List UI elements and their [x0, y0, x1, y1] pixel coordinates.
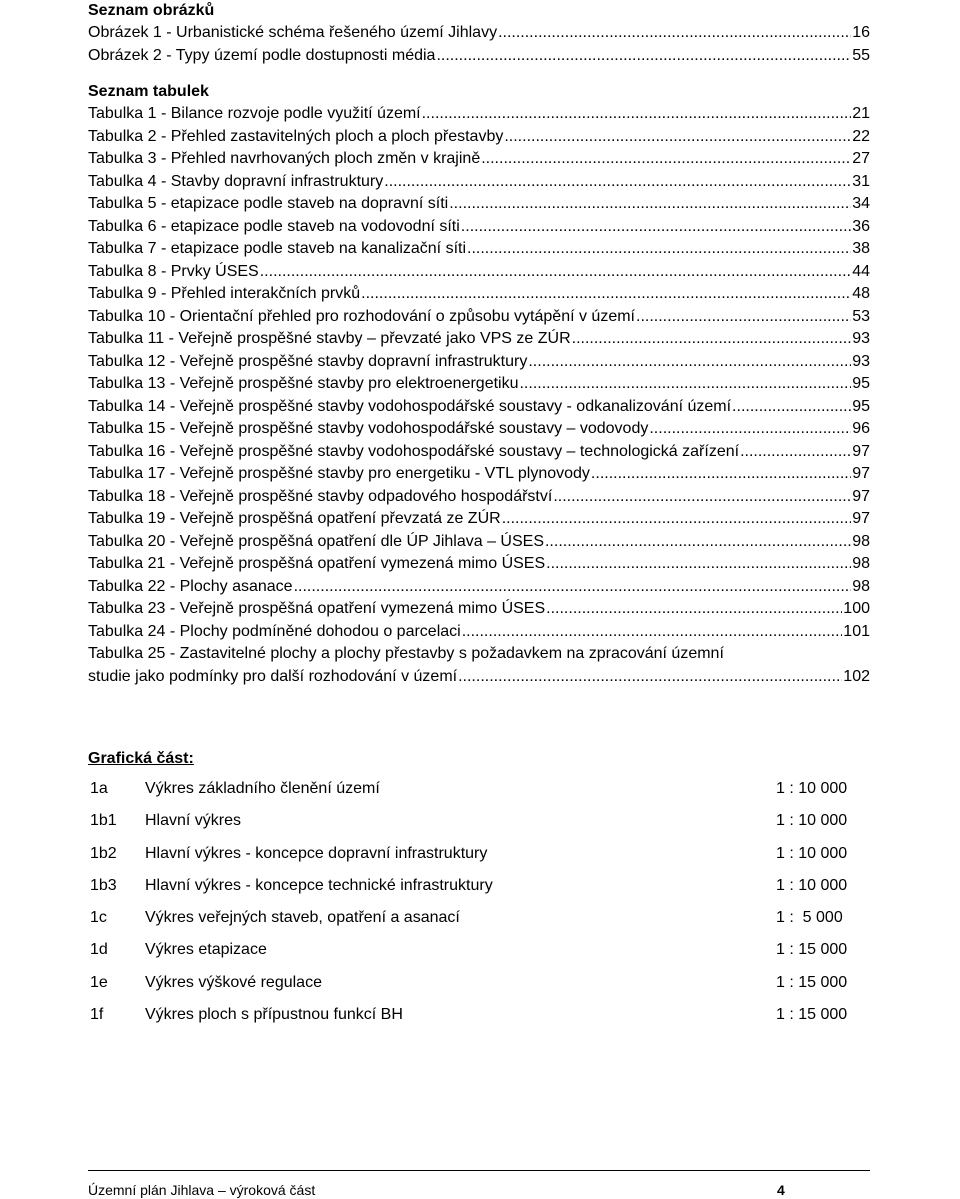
- toc-entry[interactable]: [88, 45, 870, 68]
- toc-dot-leader: [553, 486, 851, 509]
- drawing-code: 1b3: [90, 876, 117, 894]
- toc-dot-leader: [572, 328, 852, 351]
- toc-entry-page: 98: [852, 577, 870, 595]
- toc-entry-title: Tabulka 10 - Orientační přehled pro rozhodování o způsobu vytápění v území: [88, 307, 635, 325]
- drawing-scale: 1 : 15 000: [776, 1006, 848, 1024]
- toc-dot-leader: [361, 283, 851, 306]
- toc-dot-leader: [636, 306, 851, 329]
- graphic-part-heading: Grafická část:: [88, 750, 194, 767]
- toc-dot-leader: [732, 396, 851, 419]
- toc-entry-page: 38: [852, 240, 870, 257]
- drawing-code: 1d: [90, 941, 108, 959]
- toc-entry-title: Tabulka 7 - etapizace podle staveb na kanalizační síti: [88, 240, 467, 257]
- toc-entry-title: Tabulka 19 - Veřejně prospěšná opatření převzatá ze ZÚR: [88, 510, 501, 527]
- toc-entry-page: 27: [852, 150, 870, 167]
- toc-entry[interactable]: [88, 328, 870, 351]
- drawing-row: [88, 972, 870, 1004]
- toc-dot-leader: [546, 553, 851, 576]
- toc-entry-page: 48: [852, 285, 870, 302]
- toc-entry[interactable]: [88, 508, 870, 531]
- toc-entry-title: Tabulka 12 - Veřejně prospěšné stavby dopravní infrastruktury: [88, 352, 528, 370]
- toc-entry-title-line1: Tabulka 25 - Zastavitelné plochy a plochy přestavby s požadavkem na zpracování územní: [88, 645, 724, 662]
- toc-entry-page: 34: [852, 195, 870, 212]
- toc-entry[interactable]: [88, 283, 870, 306]
- toc-entry[interactable]: [88, 553, 870, 576]
- toc-entry-page: 98: [852, 532, 870, 550]
- toc-dot-leader: [591, 463, 851, 486]
- toc-entry[interactable]: [88, 22, 870, 45]
- drawing-name: Výkres ploch s přípustnou funkcí BH: [145, 1006, 403, 1024]
- toc-entry-title: Tabulka 6 - etapizace podle staveb na vodovodní síti: [88, 217, 460, 235]
- toc-dot-leader: [384, 171, 851, 194]
- drawing-row: [88, 939, 870, 971]
- tables-heading: Seznam tabulek: [88, 83, 209, 100]
- toc-entry[interactable]: [88, 396, 870, 419]
- toc-dot-leader: [740, 441, 851, 464]
- toc-entry[interactable]: [88, 351, 870, 374]
- toc-entry-title: Obrázek 2 - Typy území podle dostupnosti média: [88, 46, 436, 64]
- toc-dot-leader: [545, 531, 851, 554]
- drawing-name: Výkres základního členění území: [145, 780, 380, 797]
- toc-dot-leader: [422, 103, 852, 126]
- toc-entry[interactable]: [88, 441, 870, 464]
- toc-entry-page: 95: [852, 375, 870, 392]
- toc-entry-page: 97: [852, 510, 870, 527]
- toc-entry-title: Tabulka 9 - Přehled interakčních prvků: [88, 285, 361, 302]
- toc-entry-title: Obrázek 1 - Urbanistické schéma řešeného území Jihlavy: [88, 24, 498, 41]
- toc-entry-page: 98: [852, 555, 870, 572]
- toc-entry-title: Tabulka 4 - Stavby dopravní infrastruktury: [88, 172, 384, 190]
- drawing-row: [88, 875, 870, 907]
- toc-dot-leader: [546, 598, 842, 621]
- toc-entry-title: Tabulka 8 - Prvky ÚSES: [88, 262, 259, 280]
- drawing-code: 1f: [90, 1006, 104, 1024]
- toc-entry-title: Tabulka 22 - Plochy asanace: [88, 577, 293, 595]
- toc-dot-leader: [504, 126, 851, 149]
- toc-dot-leader: [462, 621, 843, 644]
- drawing-scale: 1 : 5 000: [776, 909, 843, 927]
- toc-entry[interactable]: [88, 103, 870, 126]
- toc-entry[interactable]: [88, 418, 870, 441]
- footer-page-number: 4: [777, 1182, 785, 1198]
- drawing-name: Výkres veřejných staveb, opatření a asanací: [145, 909, 460, 927]
- toc-entry[interactable]: [88, 531, 870, 554]
- toc-dot-leader: [449, 193, 851, 216]
- toc-entry-page: 102: [843, 667, 870, 685]
- drawing-scale: 1 : 15 000: [776, 973, 848, 991]
- toc-entry-title: Tabulka 23 - Veřejně prospěšná opatření vymezená mimo ÚSES: [88, 600, 546, 617]
- toc-entry-page: 44: [852, 262, 870, 280]
- drawing-name: Výkres výškové regulace: [145, 973, 322, 991]
- figures-heading: Seznam obrázků: [88, 2, 215, 19]
- toc-dot-leader: [461, 216, 851, 239]
- toc-entry-title: Tabulka 17 - Veřejně prospěšné stavby pro energetiku - VTL plynovody: [88, 465, 590, 482]
- toc-entry-title: Tabulka 18 - Veřejně prospěšné stavby odpadového hospodářství: [88, 487, 553, 505]
- toc-entry[interactable]: [88, 193, 870, 216]
- toc-entry-page: 97: [852, 442, 870, 460]
- drawing-code: 1b2: [90, 844, 117, 862]
- toc-entry[interactable]: [88, 306, 870, 329]
- drawing-row: [88, 1004, 870, 1036]
- toc-entry-title-line2: studie jako podmínky pro další rozhodování v území: [88, 667, 458, 685]
- toc-entry-title: Tabulka 15 - Veřejně prospěšné stavby vodohospodářské soustavy – vodovody: [88, 420, 649, 437]
- toc-entry-page: 55: [852, 46, 870, 64]
- toc-entry[interactable]: [88, 261, 870, 284]
- drawing-row: [88, 843, 870, 875]
- toc-entry-page: 97: [852, 465, 870, 482]
- toc-dot-leader: [519, 373, 851, 396]
- toc-entry-page: 100: [843, 600, 870, 617]
- toc-entry[interactable]: [88, 576, 870, 599]
- toc-entry-page: 93: [852, 330, 870, 347]
- toc-dot-leader: [502, 508, 852, 531]
- drawing-code: 1e: [90, 973, 108, 991]
- drawing-scale: 1 : 15 000: [776, 941, 848, 959]
- toc-entry-page: 97: [852, 487, 870, 505]
- toc-entry[interactable]: [88, 463, 870, 486]
- drawing-row: [88, 778, 870, 810]
- footer-title: Územní plán Jihlava – výroková část: [88, 1182, 316, 1198]
- drawing-scale: 1 : 10 000: [776, 780, 848, 797]
- toc-entry-page: 101: [843, 622, 870, 640]
- toc-entry[interactable]: [88, 148, 870, 171]
- toc-entry-page: 31: [852, 172, 870, 190]
- toc-entry-title: Tabulka 5 - etapizace podle staveb na dopravní síti: [88, 195, 449, 212]
- toc-entry-title: Tabulka 13 - Veřejně prospěšné stavby pro elektroenergetiku: [88, 375, 519, 392]
- drawing-name: Hlavní výkres: [145, 812, 242, 830]
- graphic-part-table: [88, 778, 870, 1036]
- toc-entry-title: Tabulka 11 - Veřejně prospěšné stavby – převzaté jako VPS ze ZÚR: [88, 330, 571, 347]
- drawing-row: [88, 810, 870, 842]
- drawing-scale: 1 : 10 000: [776, 844, 848, 862]
- toc-entry-title: Tabulka 24 - Plochy podmíněné dohodou o parcelaci: [88, 622, 461, 640]
- drawing-code: 1a: [90, 780, 108, 797]
- toc-entry-title: Tabulka 21 - Veřejně prospěšná opatření vymezená mimo ÚSES: [88, 555, 546, 572]
- drawing-scale: 1 : 10 000: [776, 876, 848, 894]
- toc-entry-title: Tabulka 16 - Veřejně prospěšné stavby vodohospodářské soustavy – technologická zařízení: [88, 442, 740, 460]
- toc-entry[interactable]: [88, 621, 870, 644]
- drawing-code: 1b1: [90, 812, 117, 830]
- toc-entry[interactable]: [88, 171, 870, 194]
- toc-entry-title: Tabulka 20 - Veřejně prospěšná opatření dle ÚP Jihlava – ÚSES: [88, 532, 544, 550]
- toc-entry-title: Tabulka 1 - Bilance rozvoje podle využití území: [88, 105, 421, 122]
- toc-entry-page: 21: [852, 105, 870, 122]
- toc-entry-title: Tabulka 14 - Veřejně prospěšné stavby vodohospodářské soustavy - odkanalizování území: [88, 397, 732, 415]
- toc-dot-leader: [436, 45, 851, 68]
- toc-entry[interactable]: [88, 373, 870, 396]
- toc-dot-leader: [481, 148, 851, 171]
- toc-entry-page: 36: [852, 217, 870, 235]
- footer-divider: [88, 1170, 870, 1171]
- toc-entry-page: 16: [852, 24, 870, 41]
- drawing-scale: 1 : 10 000: [776, 812, 848, 830]
- toc-entry-page: 93: [852, 352, 870, 370]
- toc-entry[interactable]: [88, 238, 870, 261]
- toc-entry[interactable]: [88, 598, 870, 621]
- toc-entry-page: 95: [852, 397, 870, 415]
- toc-entry-title: Tabulka 3 - Přehled navrhovaných ploch změn v krajině: [88, 150, 481, 167]
- drawing-name: Výkres etapizace: [145, 941, 267, 959]
- document-page: [88, 0, 870, 688]
- drawing-row: [88, 907, 870, 939]
- toc-dot-leader: [528, 351, 851, 374]
- tables-list: [88, 103, 870, 643]
- toc-dot-leader: [294, 576, 852, 599]
- drawing-name: Hlavní výkres - koncepce dopravní infrastruktury: [145, 844, 488, 862]
- toc-entry-multiline[interactable]: [88, 643, 870, 688]
- toc-entry[interactable]: [88, 486, 870, 509]
- drawing-code: 1c: [90, 909, 107, 927]
- toc-dot-leader: [260, 261, 851, 284]
- toc-entry[interactable]: [88, 216, 870, 239]
- toc-entry-title: Tabulka 2 - Přehled zastavitelných ploch a ploch přestavby: [88, 127, 504, 145]
- drawing-name: Hlavní výkres - koncepce technické infrastruktury: [145, 876, 493, 894]
- toc-dot-leader: [458, 666, 842, 689]
- toc-entry[interactable]: [88, 126, 870, 149]
- toc-entry-page: 22: [852, 127, 870, 145]
- figures-list: [88, 22, 870, 67]
- toc-dot-leader: [649, 418, 851, 441]
- toc-entry-page: 96: [852, 420, 870, 437]
- toc-dot-leader: [467, 238, 851, 261]
- toc-entry-page: 53: [852, 307, 870, 325]
- toc-dot-leader: [498, 22, 851, 45]
